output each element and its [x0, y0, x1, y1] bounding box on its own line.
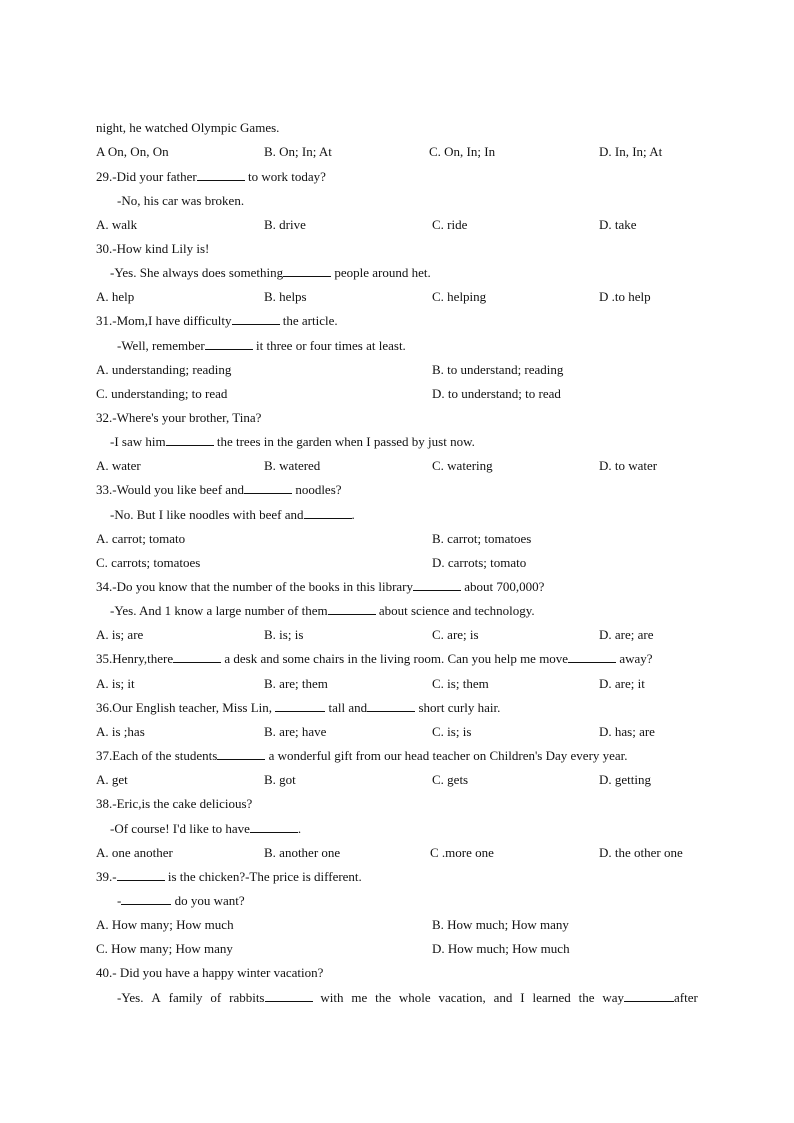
q38-option-d: D. the other one: [599, 845, 683, 860]
q39-option-c: C. How many; How many: [96, 941, 233, 956]
answer-blank: [568, 651, 616, 663]
q38-option-c: C .more one: [430, 845, 494, 860]
q36-option-c: C. is; is: [432, 724, 472, 739]
answer-blank: [232, 313, 280, 325]
q33-reply-a: -No. But I like noodles with beef and: [110, 507, 304, 522]
q38-reply-b: .: [297, 821, 302, 836]
q34-reply-b: about science and technology.: [375, 603, 535, 618]
q36-option-b: B. are; have: [264, 724, 327, 739]
q35-option-d: D. are; it: [599, 676, 645, 691]
question-31: [96, 313, 338, 329]
q39-reply-b: do you want?: [171, 893, 245, 908]
answer-blank: [244, 482, 292, 494]
question-35: [96, 651, 653, 667]
q40-word: rabbits: [229, 990, 265, 1005]
q34-reply: [110, 603, 535, 619]
q39-option-b: B. How much; How many: [432, 917, 569, 932]
question-32: 32.-Where's your brother, Tina?: [96, 410, 262, 425]
q37-stem-a: 37.Each of the students: [96, 748, 218, 763]
q30-reply-a: -Yes. She always does something: [110, 265, 284, 280]
q28-option-a: A On, On, On: [96, 144, 169, 159]
q30-option-d: D .to help: [599, 289, 651, 304]
q32-option-d: D. to water: [599, 458, 658, 473]
answer-blank: [304, 507, 352, 519]
q36-stem-a: 36.Our English teacher, Miss Lin,: [96, 700, 276, 715]
q38-reply-a: -Of course! I'd like to have: [110, 821, 250, 836]
question-36: [96, 700, 500, 716]
q33-reply: [110, 507, 355, 523]
question-39: [96, 869, 362, 885]
q33-reply-b: .: [351, 507, 355, 522]
answer-blank: [205, 338, 253, 350]
q31-option-b: B. to understand; reading: [432, 362, 564, 377]
q37-option-c: C. gets: [432, 772, 469, 787]
q34-option-c: C. are; is: [432, 627, 479, 642]
q40-word: the: [375, 990, 391, 1005]
q35-option-a: A. is; it: [96, 676, 135, 691]
question-40: 40.- Did you have a happy winter vacation?: [96, 965, 324, 980]
q40-word-blank: [229, 990, 312, 1006]
q40-word: family: [168, 990, 203, 1005]
q32-option-a: A. water: [96, 458, 141, 473]
q40-word: whole: [398, 990, 431, 1005]
q29-reply: -No, his car was broken.: [117, 193, 245, 208]
q28-option-d: D. In, In; At: [599, 144, 663, 159]
q40-reply: [117, 990, 698, 1006]
q31-reply-a: -Well, remember: [117, 338, 205, 353]
q40-word: and: [493, 990, 513, 1005]
q33-option-a: A. carrot; tomato: [96, 531, 186, 546]
q36-option-a: A. is ;has: [96, 724, 145, 739]
q40-word: I: [520, 990, 525, 1005]
question-38: 38.-Eric,is the cake delicious?: [96, 796, 253, 811]
q34-option-d: D. are; are: [599, 627, 654, 642]
q32-option-b: B. watered: [264, 458, 321, 473]
q31-reply-b: it three or four times at least.: [252, 338, 406, 353]
q35-stem-a: 35.Henry,there: [96, 651, 174, 666]
q33-option-d: D. carrots; tomato: [432, 555, 527, 570]
q38-option-b: B. another one: [264, 845, 341, 860]
answer-blank: [367, 700, 415, 712]
q34-option-a: A. is; are: [96, 627, 144, 642]
q39-stem-b: is the chicken?-The price is different.: [164, 869, 362, 884]
q34-option-b: B. is; is: [264, 627, 304, 642]
answer-blank: [173, 651, 221, 663]
q38-option-a: A. one another: [96, 845, 173, 860]
q32-reply-b: the trees in the garden when I passed by just now.: [213, 434, 475, 449]
answer-blank: [624, 990, 674, 1002]
q31-reply: [117, 338, 406, 354]
q40-word: after: [674, 990, 698, 1005]
q35-stem-c: away?: [616, 651, 653, 666]
answer-blank: [197, 169, 245, 181]
question-29: [96, 169, 326, 185]
q32-reply-a: -I saw him: [110, 434, 166, 449]
q29-stem-b: to work today?: [244, 169, 326, 184]
q40-word: the: [578, 990, 595, 1005]
q39-reply-a: -: [117, 893, 122, 908]
q38-reply: [110, 821, 301, 837]
q29-option-c: C. ride: [432, 217, 468, 232]
q28-option-c: C. On, In; In: [429, 144, 496, 159]
q31-stem-b: the article.: [279, 313, 338, 328]
q40-word: A: [151, 990, 161, 1005]
q30-reply: [110, 265, 431, 281]
answer-blank: [413, 579, 461, 591]
answer-blank: [217, 748, 265, 760]
q37-option-b: B. got: [264, 772, 296, 787]
q34-reply-a: -Yes. And 1 know a large number of them: [110, 603, 328, 618]
q31-option-d: D. to understand; to read: [432, 386, 561, 401]
answer-blank: [275, 700, 325, 712]
q29-stem-a: 29.-Did your father: [96, 169, 197, 184]
q32-option-c: C. watering: [432, 458, 493, 473]
answer-blank: [166, 434, 214, 446]
q37-stem-b: a wonderful gift from our head teacher on Children's Day every year.: [265, 748, 628, 763]
q34-stem-b: about 700,000?: [461, 579, 545, 594]
q39-option-d: D. How much; How much: [432, 941, 570, 956]
q40-word: of: [210, 990, 222, 1005]
q40-word: way: [602, 990, 625, 1005]
q32-reply: [110, 434, 475, 450]
answer-blank: [117, 869, 165, 881]
q39-option-a: A. How many; How much: [96, 917, 234, 932]
answer-blank: [328, 603, 376, 615]
q37-option-a: A. get: [96, 772, 128, 787]
q29-option-d: D. take: [599, 217, 637, 232]
q40-word: -Yes.: [117, 990, 144, 1005]
q29-option-a: A. walk: [96, 217, 138, 232]
q36-stem-b: tall and: [325, 700, 368, 715]
q39-stem-a: 39.-: [96, 869, 117, 884]
answer-blank: [121, 893, 171, 905]
q28-option-b: B. On; In; At: [264, 144, 332, 159]
q30-option-a: A. help: [96, 289, 135, 304]
q33-stem-a: 33.-Would you like beef and: [96, 482, 245, 497]
question-34: [96, 579, 544, 595]
question-33: [96, 482, 342, 498]
q40-word: vacation,: [438, 990, 486, 1005]
q31-option-c: C. understanding; to read: [96, 386, 228, 401]
answer-blank: [250, 821, 298, 833]
q39-reply: [117, 893, 245, 909]
q30-option-b: B. helps: [264, 289, 307, 304]
q33-option-b: B. carrot; tomatoes: [432, 531, 532, 546]
q30-reply-b: people around het.: [331, 265, 431, 280]
answer-blank: [283, 265, 331, 277]
q33-stem-b: noodles?: [292, 482, 342, 497]
q36-option-d: D. has; are: [599, 724, 655, 739]
q35-stem-b: a desk and some chairs in the living room. Can you help me move: [221, 651, 569, 666]
q30-option-c: C. helping: [432, 289, 487, 304]
lead-text: night, he watched Olympic Games.: [96, 120, 280, 135]
q40-word: learned: [532, 990, 571, 1005]
q40-word: me: [351, 990, 368, 1005]
question-37: [96, 748, 628, 764]
answer-blank: [265, 990, 313, 1002]
q37-option-d: D. getting: [599, 772, 651, 787]
q40-word-blank: [602, 990, 697, 1006]
q33-option-c: C. carrots; tomatoes: [96, 555, 201, 570]
q31-stem-a: 31.-Mom,I have difficulty: [96, 313, 232, 328]
q40-word: with: [320, 990, 344, 1005]
q34-stem-a: 34.-Do you know that the number of the books in this library: [96, 579, 414, 594]
q35-option-b: B. are; them: [264, 676, 328, 691]
q31-option-a: A. understanding; reading: [96, 362, 232, 377]
q35-option-c: C. is; them: [432, 676, 489, 691]
q29-option-b: B. drive: [264, 217, 306, 232]
q36-stem-c: short curly hair.: [415, 700, 501, 715]
question-30: 30.-How kind Lily is!: [96, 241, 210, 256]
